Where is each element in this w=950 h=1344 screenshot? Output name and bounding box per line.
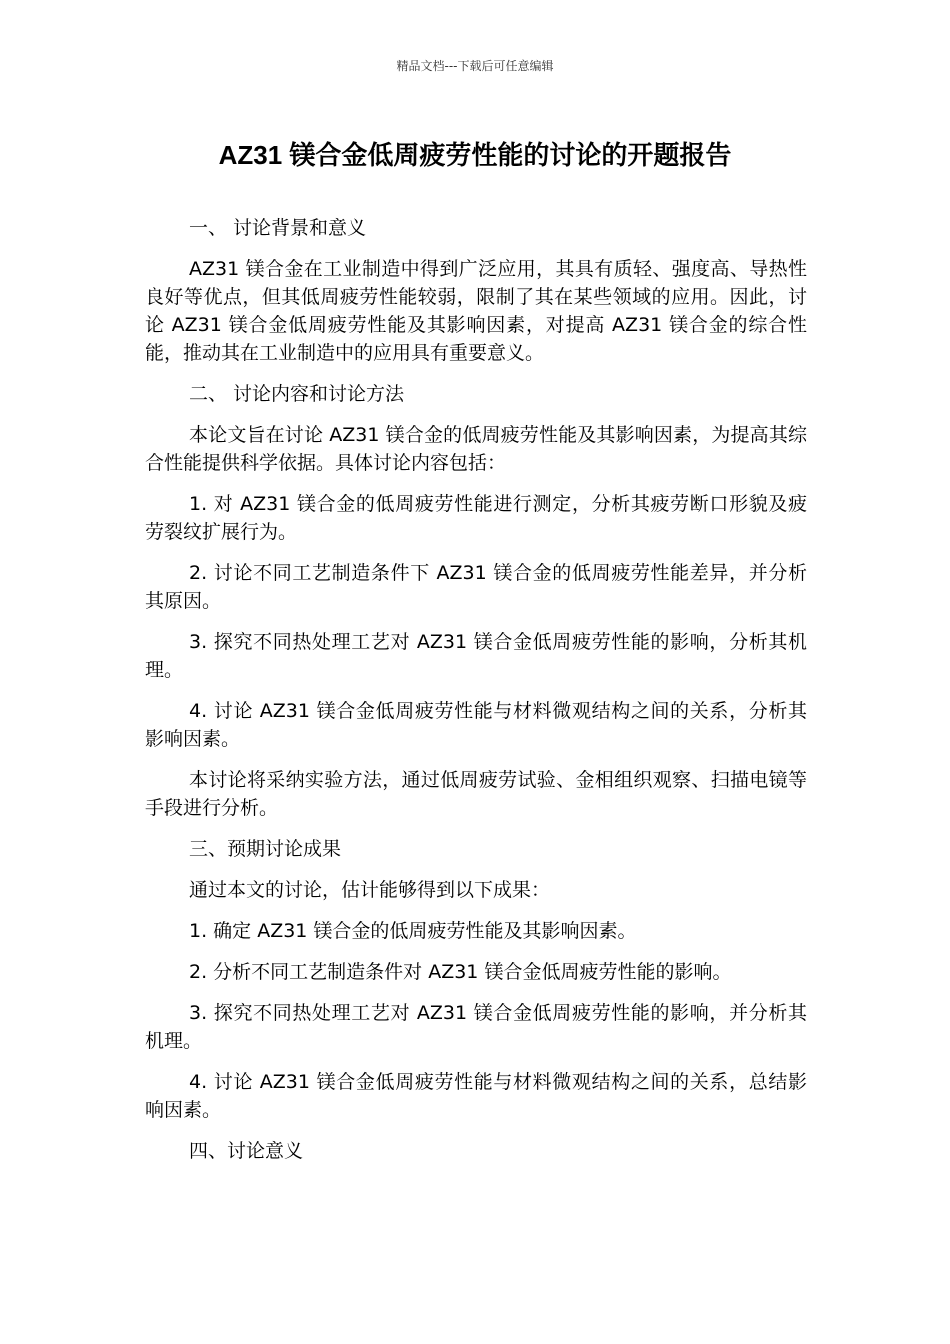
- section-heading-expected-results: 三、预期讨论成果: [189, 838, 342, 860]
- list-item-result-2: 2. 分析不同工艺制造条件对 AZ31 镁合金低周疲劳性能的影响。: [189, 961, 732, 983]
- section-heading-significance: 四、讨论意义: [189, 1140, 304, 1162]
- section-heading-background: 一、 讨论背景和意义: [189, 217, 367, 239]
- list-item-content-4: 4. 讨论 AZ31 镁合金低周疲劳性能与材料微观结构之间的关系，分析其影响因素。: [145, 700, 807, 750]
- list-item-result-1: 1. 确定 AZ31 镁合金的低周疲劳性能及其影响因素。: [189, 920, 637, 942]
- list-item-content-1: 1. 对 AZ31 镁合金的低周疲劳性能进行测定，分析其疲劳断口形貌及疲劳裂纹扩展行为。: [145, 493, 807, 543]
- paragraph-results-intro: 通过本文的讨论，估计能够得到以下成果：: [189, 879, 551, 901]
- list-item-result-4: 4. 讨论 AZ31 镁合金低周疲劳性能与材料微观结构之间的关系，总结影响因素。: [145, 1071, 807, 1121]
- list-item-result-3: 3. 探究不同热处理工艺对 AZ31 镁合金低周疲劳性能的影响，并分析其机理。: [145, 1002, 807, 1052]
- paragraph-method: 本讨论将采纳实验方法，通过低周疲劳试验、金相组织观察、扫描电镜等手段进行分析。: [145, 769, 807, 819]
- paragraph-content-intro: 本论文旨在讨论 AZ31 镁合金的低周疲劳性能及其影响因素，为提高其综合性能提供科学依据。具体讨论内容包括：: [145, 424, 807, 474]
- paragraph-background: AZ31 镁合金在工业制造中得到广泛应用，其具有质轻、强度高、导热性良好等优点，但其低周疲劳性能较弱，限制了其在某些领域的应用。因此，讨论 AZ31 镁合金低周疲劳性能及其影响因素，对提高 AZ31 镁合金的综合性能，推动其在工业制造中的应用具有重要意义。: [145, 258, 807, 364]
- list-item-content-3: 3. 探究不同热处理工艺对 AZ31 镁合金低周疲劳性能的影响，分析其机理。: [145, 631, 807, 681]
- section-heading-content-method: 二、 讨论内容和讨论方法: [189, 383, 405, 405]
- document-body: [145, 214, 807, 1178]
- list-item-content-2: 2. 讨论不同工艺制造条件下 AZ31 镁合金的低周疲劳性能差异，并分析其原因。: [145, 562, 807, 612]
- document-title: AZ31 镁合金低周疲劳性能的讨论的开题报告: [218, 140, 732, 170]
- header-note: 精品文档---下载后可任意编辑: [396, 59, 554, 73]
